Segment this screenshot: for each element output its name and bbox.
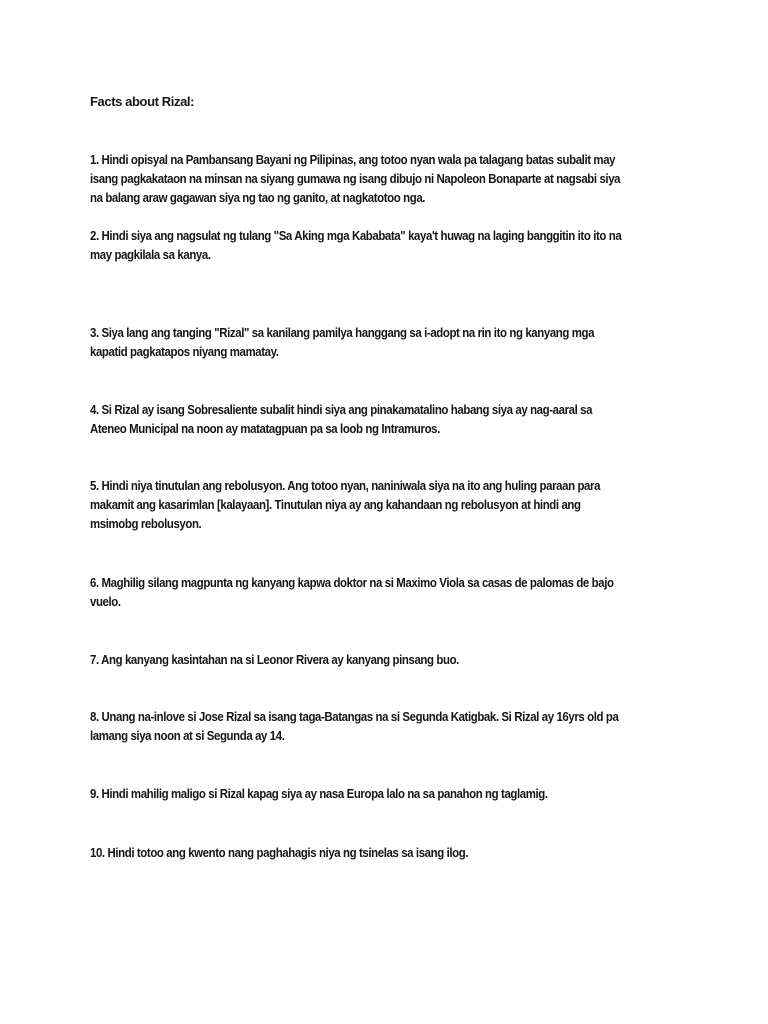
- fact-item-4: [90, 400, 690, 438]
- fact-line: 3. Siya lang ang tanging "Rizal" sa kanilang pamilya hanggang sa i-adopt na rin ito ng kanyang mga: [90, 325, 595, 340]
- fact-line: vuelo.: [90, 594, 121, 609]
- document-title: Facts about Rizal:: [90, 94, 195, 109]
- fact-line: Ateneo Municipal na noon ay matatagpuan pa sa loob ng Intramuros.: [90, 421, 440, 436]
- fact-line: makamit ang kasarimlan [kalayaan]. Tinutulan niya ay ang kahandaan ng rebolusyon at hindi ang: [90, 497, 581, 512]
- fact-line: 7. Ang kanyang kasintahan na si Leonor Rivera ay kanyang pinsang buo.: [90, 652, 459, 667]
- fact-line: 10. Hindi totoo ang kwento nang paghahagis niya ng tsinelas sa isang ilog.: [90, 845, 469, 860]
- fact-item-2: [90, 226, 690, 264]
- fact-line: msimobg rebolusyon.: [90, 516, 202, 531]
- fact-line: 5. Hindi niya tinutulan ang rebolusyon. Ang totoo nyan, naniniwala siya na ito ang huling paraan para: [90, 478, 601, 493]
- fact-item-7: [90, 650, 690, 669]
- fact-item-5: [90, 476, 690, 533]
- fact-line: kapatid pagkatapos niyang mamatay.: [90, 344, 279, 359]
- fact-line: 9. Hindi mahilig maligo si Rizal kapag siya ay nasa Europa lalo na sa panahon ng taglamig.: [90, 786, 548, 801]
- fact-line: 6. Maghilig silang magpunta ng kanyang kapwa doktor na si Maximo Viola sa casas de palomas de bajo: [90, 575, 614, 590]
- fact-line: na balang araw gagawan siya ng tao ng ganito, at nagkatotoo nga.: [90, 190, 426, 205]
- fact-line: 2. Hindi siya ang nagsulat ng tulang "Sa Aking mga Kababata" kaya't huwag na laging banggitin ito ito na: [90, 228, 622, 243]
- fact-line: 1. Hindi opisyal na Pambansang Bayani ng Pilipinas, ang totoo nyan wala pa talagang batas subalit may: [90, 152, 616, 167]
- fact-item-6: [90, 573, 690, 611]
- fact-item-10: [90, 843, 690, 862]
- fact-line: 8. Unang na-inlove si Jose Rizal sa isang taga-Batangas na si Segunda Katigbak. Si Rizal ay 16yrs old pa: [90, 709, 619, 724]
- fact-item-1: [90, 150, 690, 207]
- fact-item-8: [90, 707, 690, 745]
- fact-line: 4. Si Rizal ay isang Sobresaliente subalit hindi siya ang pinakamatalino habang siya ay nag-aaral sa: [90, 402, 593, 417]
- fact-line: may pagkilala sa kanya.: [90, 247, 211, 262]
- fact-item-9: [90, 784, 690, 803]
- fact-item-3: [90, 323, 690, 361]
- fact-line: lamang siya noon at si Segunda ay 14.: [90, 728, 285, 743]
- fact-line: isang pagkakataon na minsan na siyang gumawa ng isang dibujo ni Napoleon Bonaparte at nagsabi siya: [90, 171, 621, 186]
